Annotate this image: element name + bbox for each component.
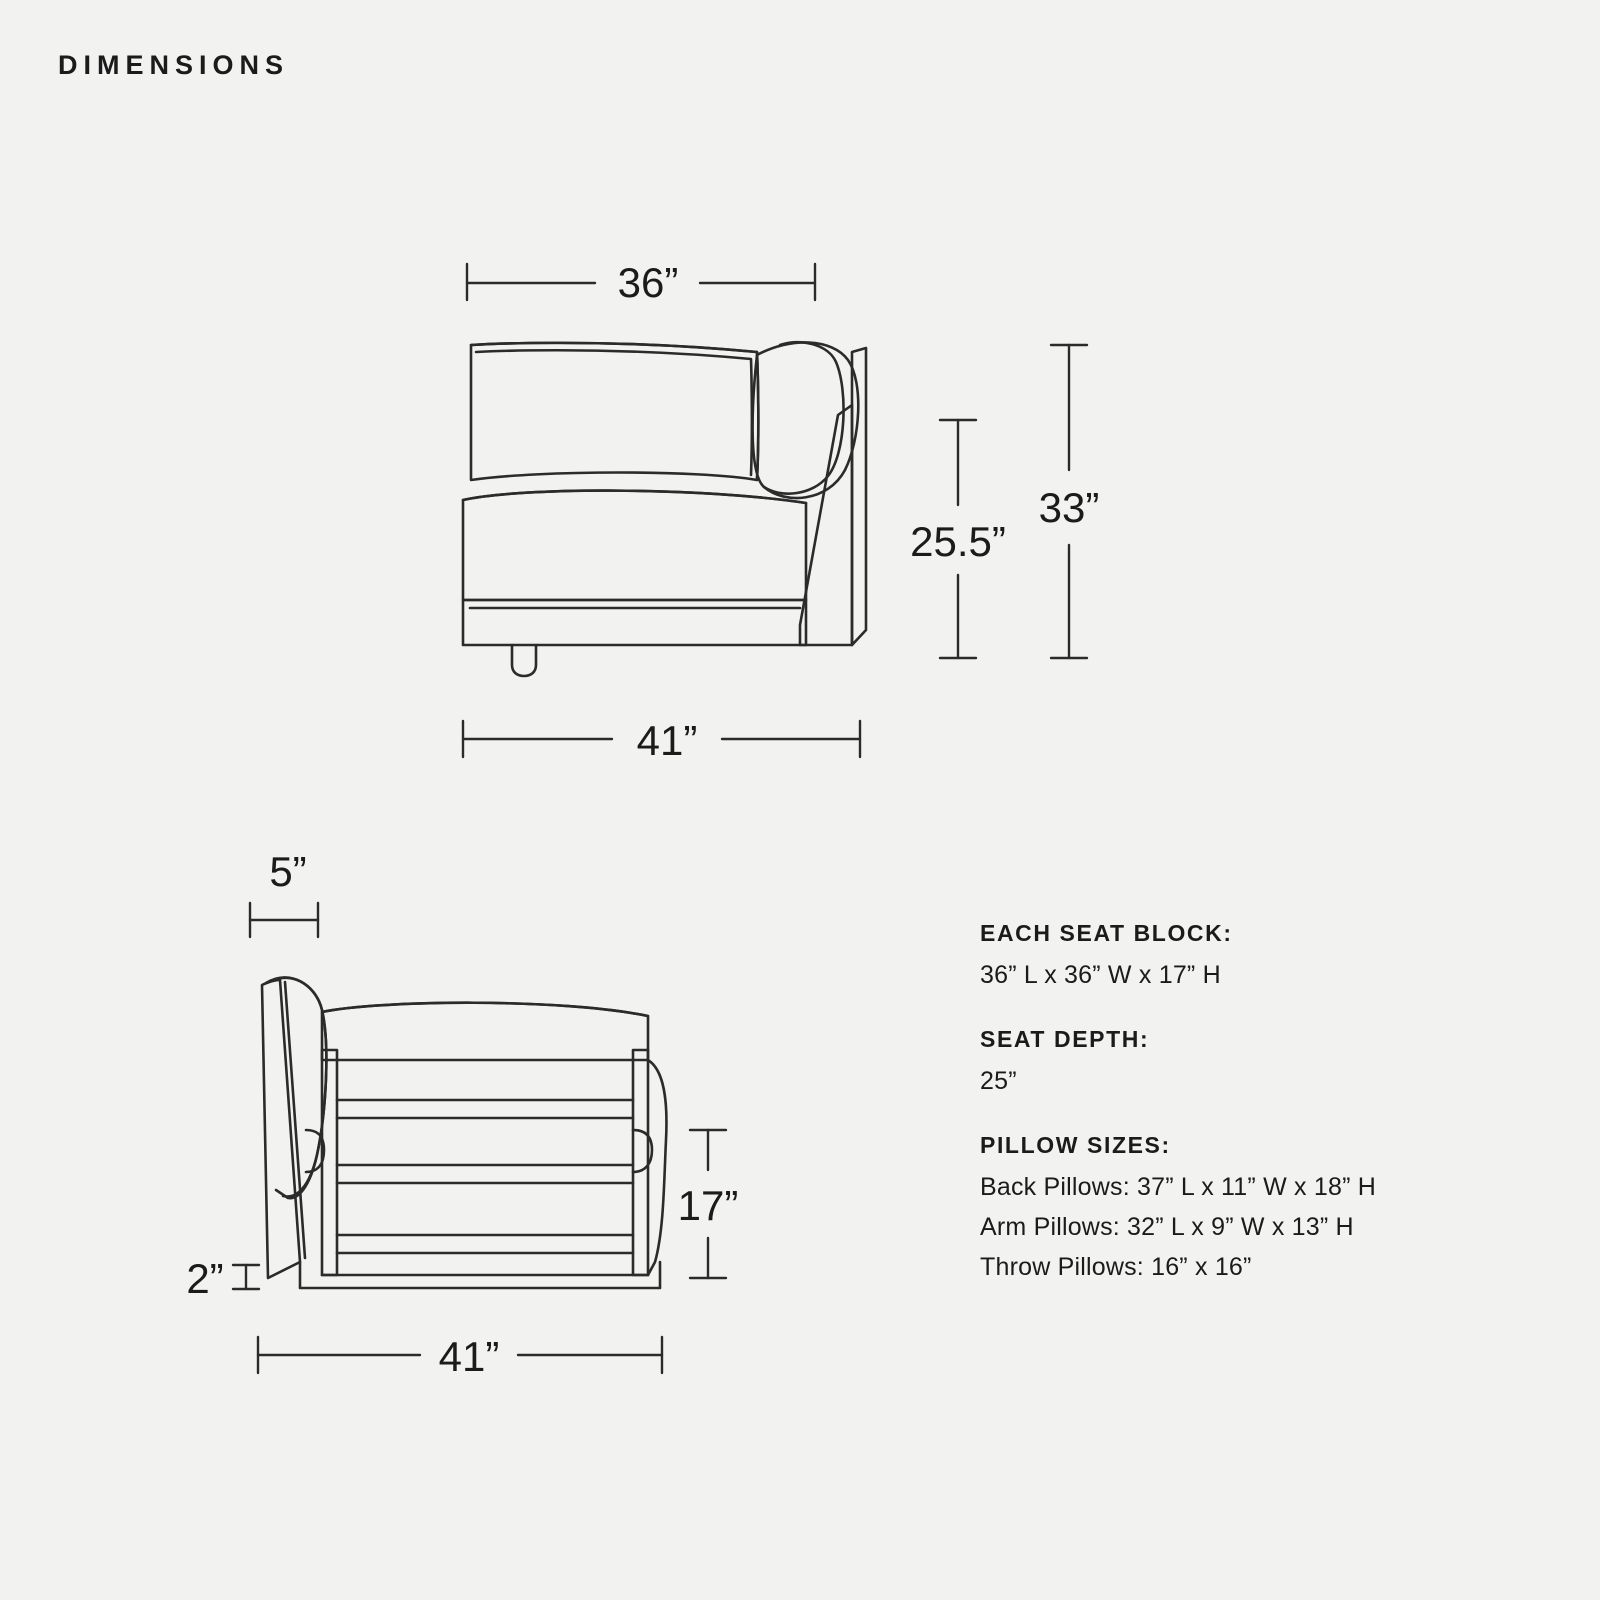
side-depth-label: 41” — [438, 1333, 500, 1380]
spec-group-seat-depth — [980, 1026, 1540, 1096]
side-topgap-label: 5” — [269, 848, 307, 895]
spec-line: Arm Pillows: 32” L x 9” W x 13” H — [980, 1213, 1354, 1241]
spec-heading: SEAT DEPTH: — [980, 1026, 1150, 1052]
specs-panel — [980, 920, 1540, 1318]
spec-group-pillow-sizes — [980, 1132, 1540, 1282]
spec-line: Throw Pillows: 16” x 16” — [980, 1253, 1252, 1281]
spec-line: Back Pillows: 37” L x 11” W x 18” H — [980, 1173, 1377, 1201]
spec-heading: EACH SEAT BLOCK: — [980, 920, 1233, 946]
front-view-sofa — [463, 342, 866, 676]
page-title: DIMENSIONS — [58, 50, 290, 80]
front-overall-height-label: 33” — [1038, 484, 1100, 531]
side-view-sofa — [262, 977, 666, 1288]
side-leg-height-label: 2” — [186, 1255, 224, 1302]
side-leg-height-dimension — [233, 1265, 259, 1289]
spec-heading: PILLOW SIZES: — [980, 1132, 1171, 1158]
front-depth-label: 41” — [636, 717, 698, 764]
spec-group-seat-block — [980, 920, 1540, 990]
front-width-label: 36” — [617, 259, 679, 306]
spec-line: 36” L x 36” W x 17” H — [980, 961, 1221, 989]
side-seat-height-label: 17” — [677, 1182, 739, 1229]
front-seatback-height-label: 25.5” — [910, 518, 1006, 565]
spec-line: 25” — [980, 1067, 1017, 1095]
side-topgap-dimension — [250, 903, 318, 937]
